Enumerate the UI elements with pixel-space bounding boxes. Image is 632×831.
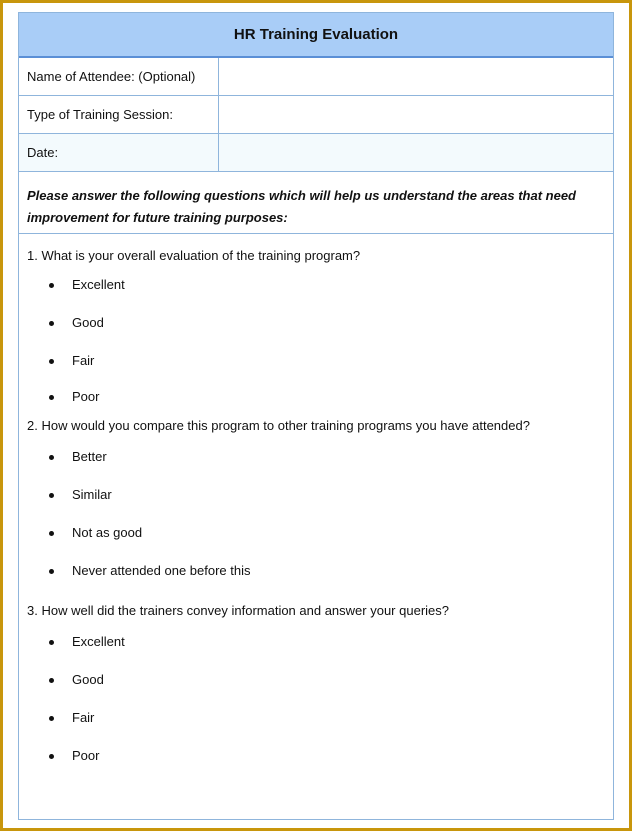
- option-item[interactable]: [27, 438, 605, 476]
- bullet-icon: [49, 359, 54, 364]
- bullet-icon: [49, 493, 54, 498]
- bullet-icon: [49, 531, 54, 536]
- option-label: Excellent: [72, 634, 125, 649]
- session-type-label: Type of Training Session:: [19, 96, 219, 133]
- option-label: Excellent: [72, 277, 125, 292]
- option-item[interactable]: [27, 623, 605, 661]
- option-item[interactable]: [27, 304, 605, 342]
- training-evaluation-form: [18, 12, 614, 820]
- option-label: Poor: [72, 389, 100, 404]
- date-row: [19, 134, 613, 172]
- questions-section: [19, 246, 613, 775]
- attendee-name-row: [19, 58, 613, 96]
- instructions-text: Please answer the following questions which will help us understand the areas that need improvement for future training purposes:: [19, 172, 613, 234]
- question-2-options: [27, 438, 605, 590]
- option-label: Fair: [72, 353, 95, 368]
- bullet-icon: [49, 640, 54, 645]
- option-item[interactable]: [27, 476, 605, 514]
- option-label: Fair: [72, 710, 95, 725]
- question-1-options: [27, 266, 605, 414]
- option-item[interactable]: [27, 342, 605, 380]
- option-item[interactable]: [27, 266, 605, 304]
- bullet-icon: [49, 283, 54, 288]
- option-label: Better: [72, 449, 107, 464]
- option-item[interactable]: [27, 514, 605, 552]
- question-1: 1. What is your overall evaluation of the training program?: [27, 248, 361, 263]
- question-3-options: [27, 623, 605, 775]
- option-item[interactable]: [27, 699, 605, 737]
- date-label: Date:: [19, 134, 219, 171]
- form-title: HR Training Evaluation: [19, 13, 613, 58]
- attendee-name-field[interactable]: [219, 58, 613, 95]
- date-field[interactable]: [219, 134, 613, 171]
- question-3: 3. How well did the trainers convey information and answer your queries?: [27, 603, 449, 618]
- option-item[interactable]: [27, 661, 605, 699]
- bullet-icon: [49, 455, 54, 460]
- bullet-icon: [49, 678, 54, 683]
- option-label: Good: [72, 672, 104, 687]
- option-label: Poor: [72, 748, 100, 763]
- option-label: Good: [72, 315, 104, 330]
- session-type-row: [19, 96, 613, 134]
- bullet-icon: [49, 754, 54, 759]
- attendee-name-label: Name of Attendee: (Optional): [19, 58, 219, 95]
- option-label: Never attended one before this: [72, 563, 251, 578]
- option-label: Not as good: [72, 525, 143, 540]
- option-item[interactable]: [27, 737, 605, 775]
- option-item[interactable]: [27, 380, 605, 414]
- option-item[interactable]: [27, 552, 605, 590]
- option-label: Similar: [72, 487, 112, 502]
- bullet-icon: [49, 395, 54, 400]
- session-type-field[interactable]: [219, 96, 613, 133]
- bullet-icon: [49, 569, 54, 574]
- bullet-icon: [49, 716, 54, 721]
- bullet-icon: [49, 321, 54, 326]
- question-2: 2. How would you compare this program to other training programs you have attended?: [27, 418, 530, 433]
